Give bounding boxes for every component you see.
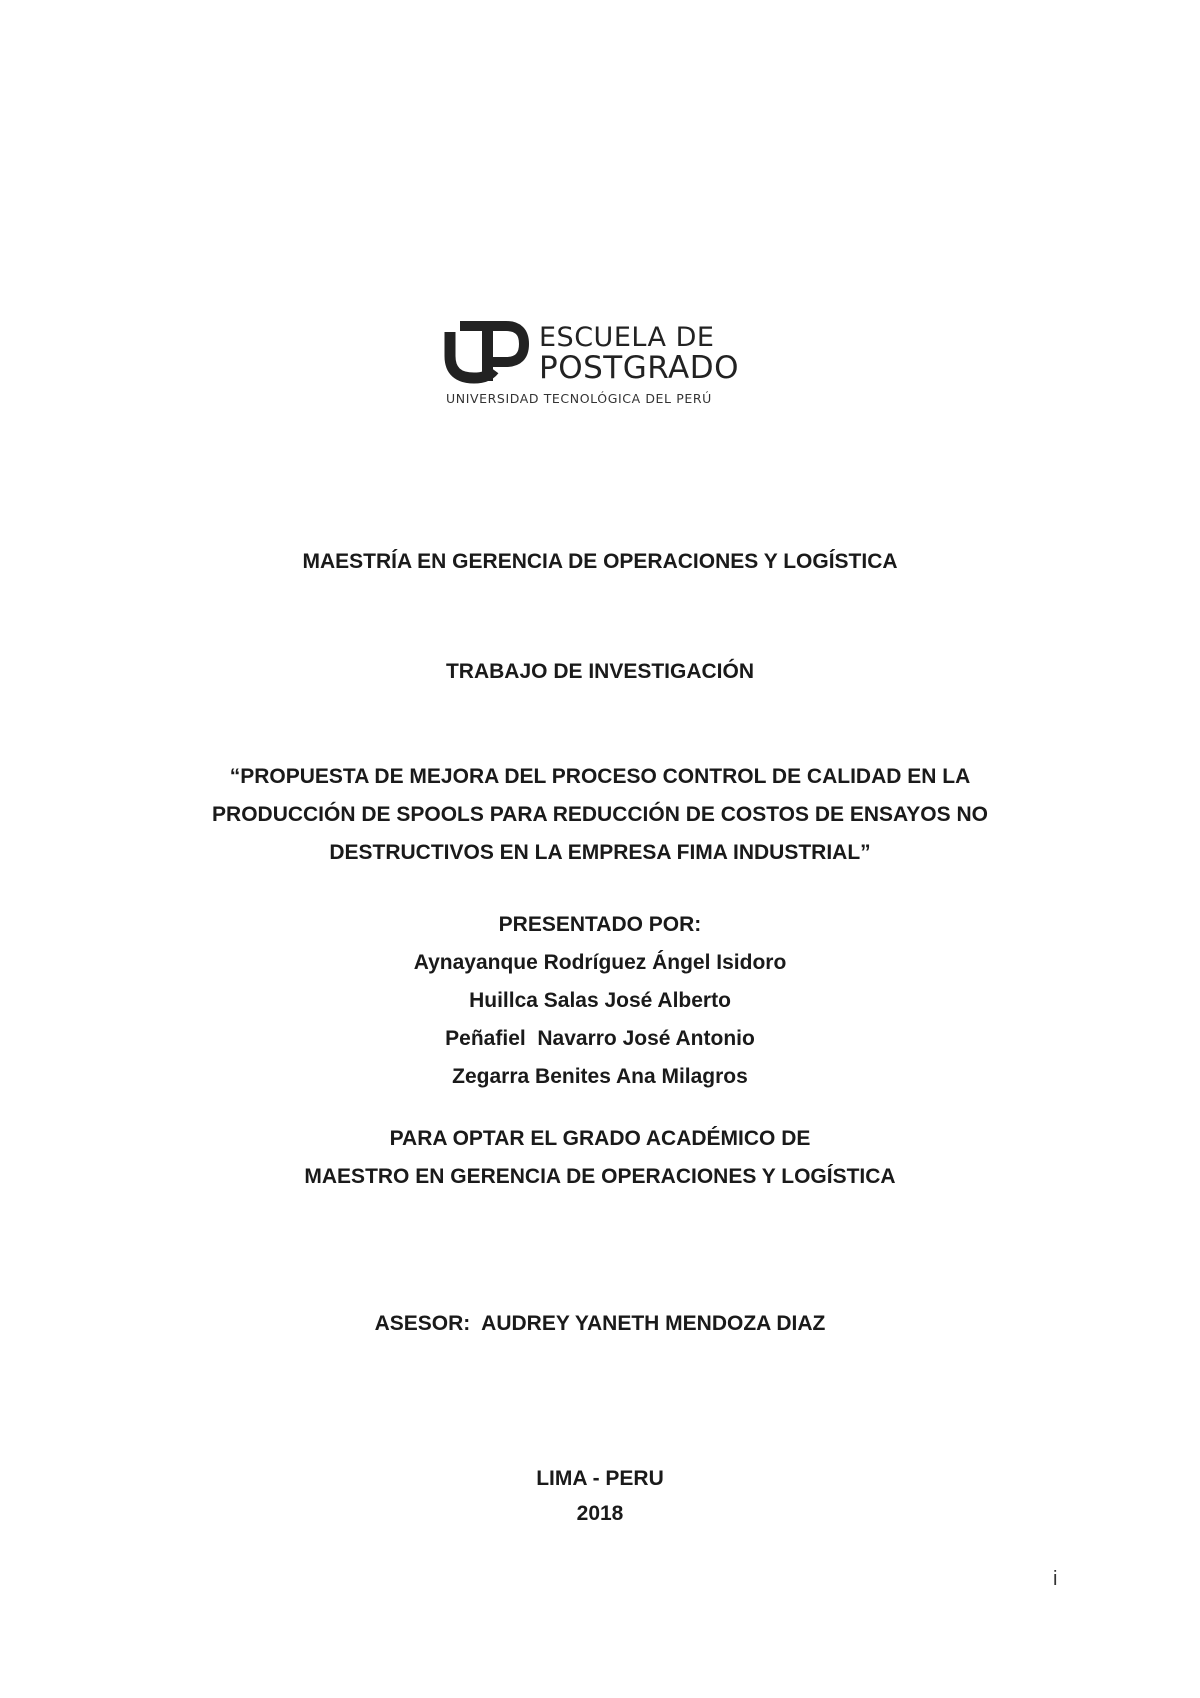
degree-line-2: MAESTRO EN GERENCIA DE OPERACIONES Y LOGÍSTICA	[304, 1165, 896, 1188]
author-1: Aynayanque Rodríguez Ángel Isidoro	[413, 951, 787, 974]
document-type: TRABAJO DE INVESTIGACIÓN	[445, 660, 755, 683]
thesis-title-line-3: DESTRUCTIVOS EN LA EMPRESA FIMA INDUSTRIAL”	[329, 841, 871, 864]
page-number: i	[1053, 1568, 1058, 1590]
author-3: Peñafiel Navarro José Antonio	[445, 1027, 755, 1050]
utp-logo	[444, 318, 764, 408]
program-name: MAESTRÍA EN GERENCIA DE OPERACIONES Y LOGÍSTICA	[302, 550, 898, 573]
author-4: Zegarra Benites Ana Milagros	[452, 1065, 748, 1088]
logo-line-school: ESCUELA DE	[539, 322, 715, 353]
utp-monogram-icon	[444, 318, 530, 384]
thesis-title-line-2: PRODUCCIÓN DE SPOOLS PARA REDUCCIÓN DE COSTOS DE ENSAYOS NO	[212, 803, 988, 826]
author-2: Huillca Salas José Alberto	[469, 989, 731, 1012]
year: 2018	[576, 1502, 624, 1525]
logo-line-postgrado: POSTGRADO	[539, 350, 739, 386]
presented-by-label: PRESENTADO POR:	[498, 913, 702, 936]
degree-line-1: PARA OPTAR EL GRADO ACADÉMICO DE	[389, 1127, 811, 1150]
logo-university-name: UNIVERSIDAD TECNOLÓGICA DEL PERÚ	[446, 391, 712, 406]
advisor: ASESOR: AUDREY YANETH MENDOZA DIAZ	[374, 1312, 826, 1335]
thesis-title-line-1: “PROPUESTA DE MEJORA DEL PROCESO CONTROL DE CALIDAD EN LA	[229, 765, 971, 788]
location: LIMA - PERU	[536, 1467, 664, 1490]
